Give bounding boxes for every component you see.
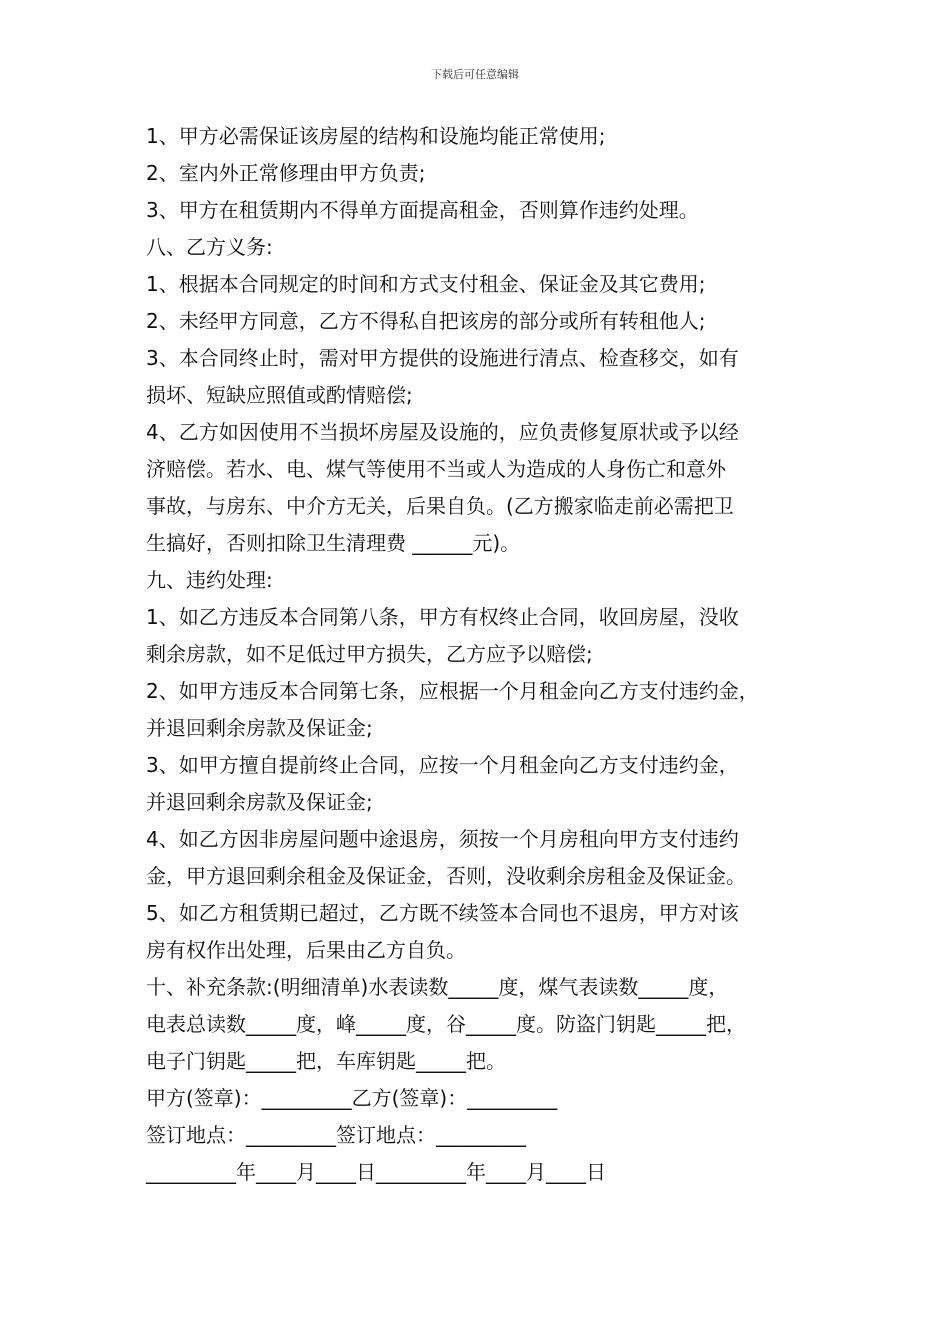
clause-line: 3、甲方在租赁期内不得单方面提高租金，否则算作违约处理。 <box>146 198 699 222</box>
clause-line: 4、如乙方因非房屋问题中途退房，须按一个月房租向甲方支付违约 <box>146 827 739 851</box>
clause-line: 2、未经甲方同意，乙方不得私自把该房的部分或所有转租他人; <box>146 309 706 333</box>
clause-line: 生搞好，否则扣除卫生清理费 ______元)。 <box>146 531 521 555</box>
supplementary-clause-line: 电表总读数_____度，峰_____度，谷_____度。防盗门钥匙_____把， <box>146 1012 746 1036</box>
contract-body <box>146 118 826 1191</box>
clause-line: 事故，与房东、中介方无关，后果自负。(乙方搬家临走前必需把卫 <box>146 494 734 518</box>
date-line: _________年____月____日_________年____月____日 <box>146 1160 606 1184</box>
clause-line: 3、如甲方擅自提前终止合同，应按一个月租金向乙方支付违约金， <box>146 753 739 777</box>
supplementary-clause-line: 十、补充条款:(明细清单)水表读数_____度，煤气表读数_____度， <box>146 975 729 999</box>
clause-line: 房有权作出处理，后果由乙方自负。 <box>146 938 466 962</box>
section-heading: 九、违约处理: <box>146 568 273 592</box>
clause-line: 金，甲方退回剩余租金及保证金，否则，没收剩余房租金及保证金。 <box>146 864 746 888</box>
signing-place-line: 签订地点：_________签订地点：_________ <box>146 1123 526 1147</box>
clause-line: 损坏、短缺应照值或酌情赔偿; <box>146 383 413 407</box>
clause-line: 1、甲方必需保证该房屋的结构和设施均能正常使用; <box>146 124 606 148</box>
clause-line: 2、如甲方违反本合同第七条，应根据一个月租金向乙方支付违约金， <box>146 679 759 703</box>
clause-line: 1、如乙方违反本合同第八条，甲方有权终止合同，收回房屋，没收 <box>146 605 739 629</box>
clause-line: 1、根据本合同规定的时间和方式支付租金、保证金及其它费用; <box>146 272 706 296</box>
signature-line: 甲方(签章)：_________乙方(签章)：_________ <box>146 1086 558 1110</box>
clause-line: 济赔偿。若水、电、煤气等使用不当或人为造成的人身伤亡和意外 <box>146 457 726 481</box>
clause-line: 4、乙方如因使用不当损坏房屋及设施的，应负责修复原状或予以经 <box>146 420 739 444</box>
page-header-note: 下载后可任意编辑 <box>431 68 519 81</box>
section-heading: 八、乙方义务: <box>146 235 273 259</box>
supplementary-clause-line: 电子门钥匙_____把，车库钥匙_____把。 <box>146 1049 506 1073</box>
clause-line: 并退回剩余房款及保证金; <box>146 790 373 814</box>
clause-line: 2、室内外正常修理由甲方负责; <box>146 161 426 185</box>
clause-line: 并退回剩余房款及保证金; <box>146 716 373 740</box>
clause-line: 3、本合同终止时，需对甲方提供的设施进行清点、检查移交，如有 <box>146 346 739 370</box>
clause-line: 5、如乙方租赁期已超过，乙方既不续签本合同也不退房，甲方对该 <box>146 901 739 925</box>
clause-line: 剩余房款，如不足低过甲方损失，乙方应予以赔偿; <box>146 642 593 666</box>
